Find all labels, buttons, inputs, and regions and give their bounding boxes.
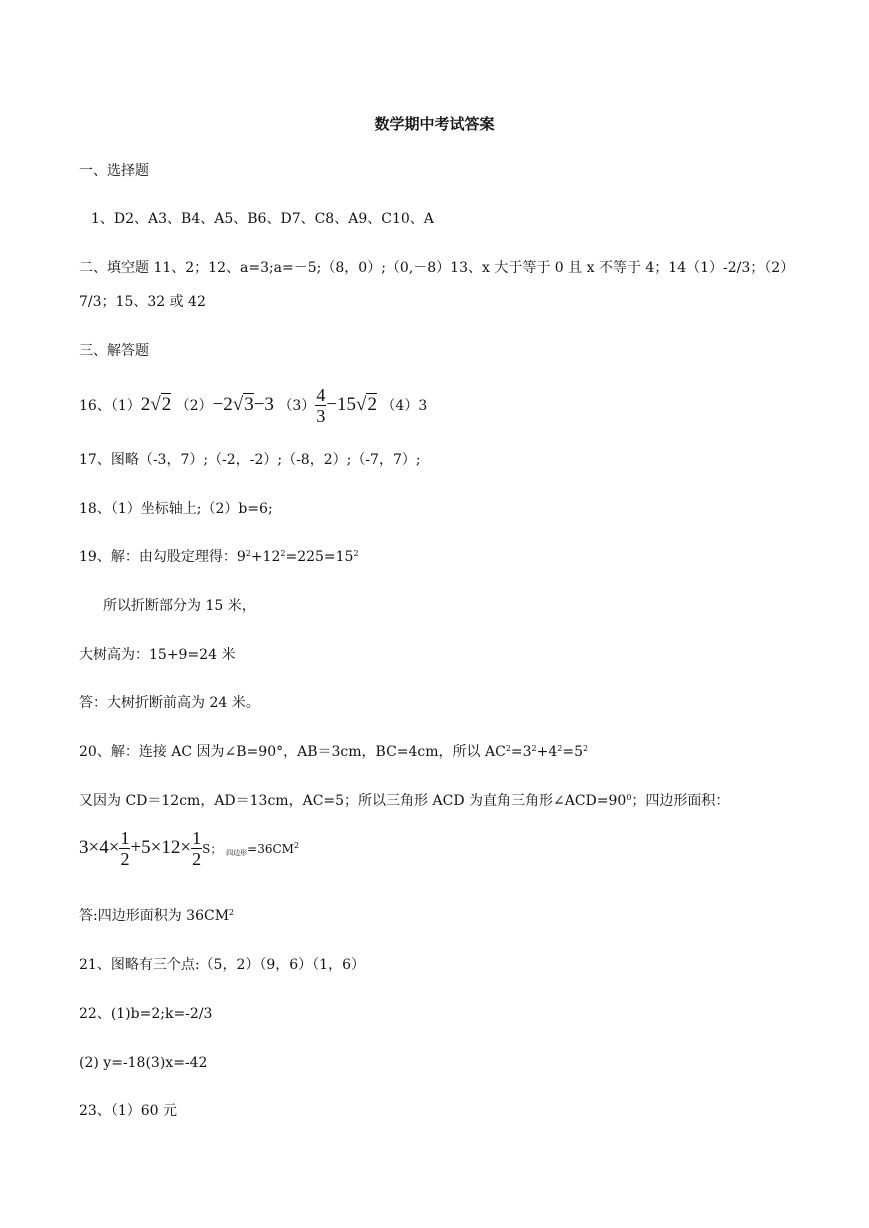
q20-area-expression: 3×4× $\frac{1}{2}$ +5×12× $\frac{1}{2}$ S； $_{四边形}=36CM^2$ [79, 828, 300, 870]
q22-line-1: 22、(1)b=2;k=-2/3 [79, 1006, 213, 1022]
q16-part2-label: （2） [175, 398, 213, 414]
q19-line-3: 大树高为：15+9=24 米 [79, 647, 236, 663]
fill-blank-line-1: 二、填空题 11、2；12、a=3;a=－5;（8，0）;（0,－8）13、x 大于等于 0 且 x 不等于 4；14（1）-2/3；（2） [79, 260, 795, 276]
q17-answer: 17、图略（-3，7）;（-2，-2）;（-8，2）;（-7，7）; [79, 452, 421, 468]
q16-line [79, 385, 427, 426]
q19-answer: 答：大树折断前高为 24 米。 [79, 695, 260, 711]
q21-answer: 21、图略有三个点:（5，2）（9，6）（1，6） [79, 957, 365, 973]
q19-line-1: 19、解：由勾股定理得：$9^2+12^2=225=15^2$ [79, 549, 359, 565]
fill-blank-line-2: 7/3；15、32 或 42 [79, 294, 206, 310]
q22-line-2: (2) y=-18(3)x=-42 [79, 1055, 208, 1071]
q16-part3-label: （3） [278, 398, 316, 414]
q23-answer: 23、（1）60 元 [79, 1103, 177, 1119]
q20-answer: 答:四边形面积为 $36CM^2$ [79, 908, 235, 924]
q16-part1-label: （1） [110, 398, 141, 414]
q16-part3-expr: $\frac{4}{3}$ −15√2 [316, 385, 377, 427]
page-title: 数学期中考试答案 [374, 115, 495, 133]
q16-part2-expr: −2√3−3 [212, 394, 274, 415]
q20-expr: 3×4× $\frac{1}{2}$ +5×12× $\frac{1}{2}$ [79, 828, 202, 870]
q16-label: 16、 [79, 398, 111, 414]
section-heading-choice: 一、选择题 [79, 163, 149, 179]
choice-answers: 1、D2、A3、B4、A5、B6、D7、C8、A9、C10、A [91, 211, 434, 227]
section-heading-solve: 三、解答题 [79, 343, 149, 359]
q19-line-2: 所以折断部分为 15 米， [103, 598, 256, 614]
q16-part4: （4）3 [381, 398, 428, 414]
q16-part1-expr: 2√2 [140, 394, 172, 415]
q20-line-2: 又因为 CD＝12cm，AD＝13cm，AC=5；所以三角形 ACD 为直角三角形$\angle ACD=90^0$；四边形面积： [79, 793, 730, 809]
q20-line-1: 20、解：连接 AC 因为∠B=90°，AB＝3cm，BC=4cm，所以 $AC^2=3^2+4^2=5^2$ [79, 744, 589, 760]
q18-answer: 18、（1）坐标轴上;（2）b=6; [79, 501, 273, 517]
